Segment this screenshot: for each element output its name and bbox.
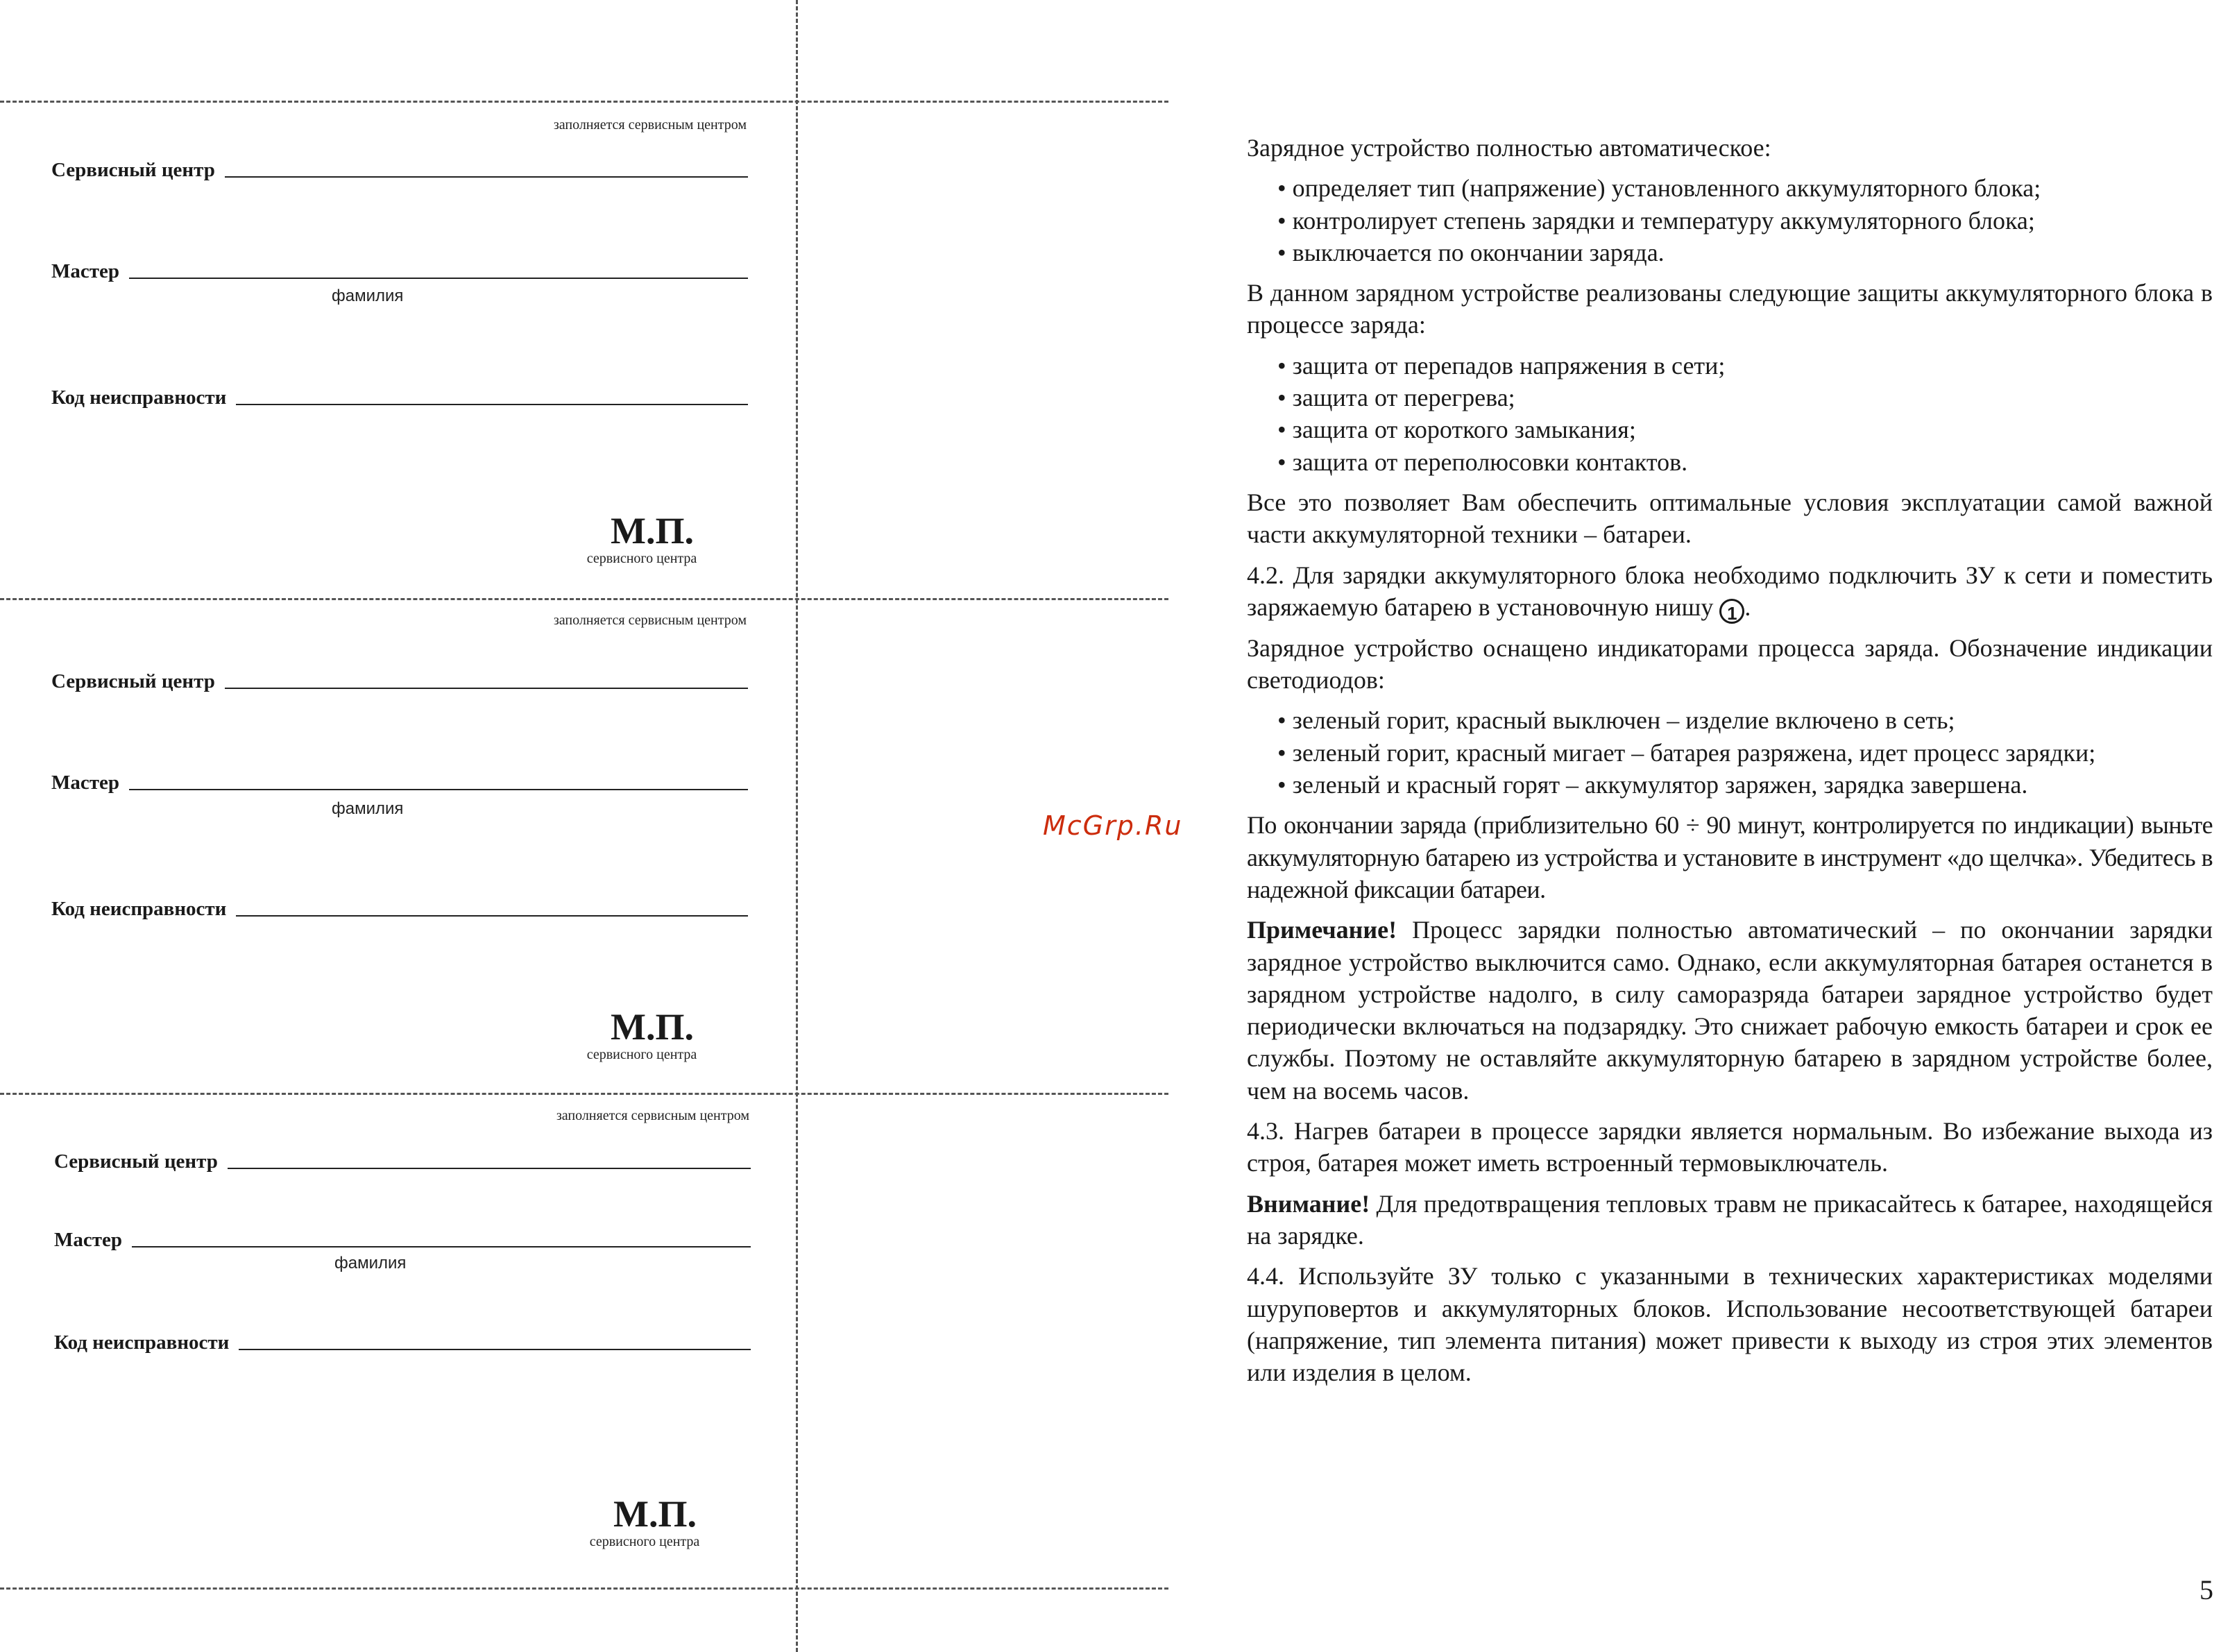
protection-intro: В данном зарядном устройстве реализованы следующие защиты аккумуляторного блока в процессе заряда: [1247,279,2213,339]
note-label: Примечание! [1247,916,1397,944]
warning-text: Для предотвращения тепловых травм не прикасайтесь к батарее, находящейся на зарядке. [1247,1189,2213,1250]
list-item: • контролирует степень зарядки и температуру аккумуляторного блока; [1277,206,2035,235]
fault-code-line [236,915,748,917]
fill-note: заполняется сервисным центром [553,613,747,628]
fill-note: заполняется сервисным центром [556,1108,749,1123]
master-label: Мастер [54,1229,122,1251]
note-paragraph [1247,914,2213,1107]
surname-label: фамилия [334,1254,407,1272]
fault-code-field [51,898,748,921]
master-field [51,772,748,794]
service-center-line [225,176,748,178]
surname-label: фамилия [332,799,404,818]
list-item: • защита от перегрева; [1277,384,1515,412]
fault-code-label: Код неисправности [54,1331,230,1354]
service-center-line [225,688,748,689]
list-item: • защита от короткого замыкания; [1277,416,1636,444]
service-center-line [228,1168,751,1169]
protection-list [1247,350,2213,478]
list-item: • зеленый горит, красный выключен – изделие включено в сеть; [1277,706,1955,735]
section-4-2-text: 4.2. Для зарядки аккумуляторного блока необходимо подключить ЗУ к сети и поместить заряжаемую батарею в установочную нишу [1247,561,2213,621]
list-item: • защита от перепадов напряжения в сети; [1277,351,1726,380]
master-line [132,1246,751,1247]
service-center-field [51,670,748,693]
list-item: • зеленый горит, красный мигает – батарея разряжена, идет процесс зарядки; [1277,738,2096,767]
service-coupon-1 [0,101,791,598]
service-center-label: Сервисный центр [54,1150,218,1173]
fault-code-field [51,386,748,409]
stamp-sub: сервисного центра [586,1047,697,1062]
fill-note: заполняется сервисным центром [553,117,747,133]
master-line [129,278,748,279]
stamp-label: М.П. [611,510,694,552]
list-item: • определяет тип (напряжение) установленного аккумуляторного блока; [1277,174,2041,203]
section-4-3: 4.3. Нагрев батареи в процессе зарядки является нормальным. Во избежание выхода из строя, батарея может иметь встроенный термовыключатель. [1247,1117,2213,1177]
callout-1-icon: 1 [1719,599,1744,624]
warning-paragraph [1247,1188,2213,1252]
auto-features-list [1247,172,2213,269]
surname-label: фамилия [332,287,404,305]
fault-code-line [236,404,748,405]
warning-label: Внимание! [1247,1189,1370,1218]
indicators-list [1247,704,2213,801]
fault-code-line [239,1349,751,1350]
stamp-sub: сервисного центра [589,1534,700,1549]
stamp-label: М.П. [613,1493,697,1535]
master-label: Мастер [51,772,119,794]
section-4-4: 4.4. Используйте ЗУ только с указанными в технических характеристиках моделями шуруповертов и аккумуляторных блоков. Использование несоответствующей батареи (напряжение, тип элемента питания) может привести к выходу из строя этих элементов или изделия в целом. [1247,1262,2213,1387]
note-text: Процесс зарядки полностью автоматический – по окончании зарядки зарядное устройство выключится само. Однако, если аккумуляторная батарея останется в зарядном устройстве надолго, в силу саморазряда батареи зарядное устройство будет периодически включаться на подзарядку. Это снижает рабочую емкость батареи и срок ее службы. Поэтому не оставляйте аккумуляторную батарею в зарядном устройстве более, чем на восемь часов. [1247,916,2213,1105]
fault-code-field [54,1331,751,1354]
cut-line-4 [0,1587,1168,1590]
fault-code-label: Код неисправности [51,898,227,920]
page-number: 5 [2199,1574,2213,1606]
section-4-2: 4.2. Для зарядки аккумуляторного блока необходимо подключить ЗУ к сети и поместить заряжаемую батарею в установочную нишу 1 . [1247,561,2213,624]
master-label: Мастер [51,260,119,282]
fault-code-label: Код неисправности [51,386,227,409]
service-center-label: Сервисный центр [51,159,215,181]
service-center-field [54,1150,751,1173]
indicators-intro: Зарядное устройство оснащено индикаторами процесса заряда. Обозначение индикации светодиодов: [1247,633,2213,695]
vertical-cut-line [796,0,798,1652]
service-coupon-2 [0,598,791,1093]
service-center-field [51,159,748,182]
master-field [54,1229,751,1252]
master-line [129,789,748,790]
master-field [51,260,748,283]
after-charge-paragraph: По окончании заряда (приблизительно 60 ÷ 90 минут, контролируется по индикации) выньте аккумуляторную батарею из устройства и установите в инструмент «до щелчка». Убедитесь в надежной фиксации батареи. [1247,811,2213,903]
watermark-text: McGrp.Ru [1043,810,1183,841]
intro-paragraph: Зарядное устройство полностью автоматическое: [1247,134,1771,162]
allows-paragraph: Все это позволяет Вам обеспечить оптимальные условия эксплуатации самой важной части аккумуляторной техники – батареи. [1247,488,2213,549]
list-item: • зеленый и красный горят – аккумулятор заряжен, зарядка завершена. [1277,771,2028,799]
stamp-sub: сервисного центра [586,551,697,566]
list-item: • выключается по окончании заряда. [1277,238,1665,266]
service-coupon-3 [0,1093,791,1587]
stamp-label: М.П. [611,1006,694,1048]
list-item: • защита от переполюсовки контактов. [1277,448,1688,476]
instructions-text [1247,132,2213,1397]
service-center-label: Сервисный центр [51,670,215,692]
